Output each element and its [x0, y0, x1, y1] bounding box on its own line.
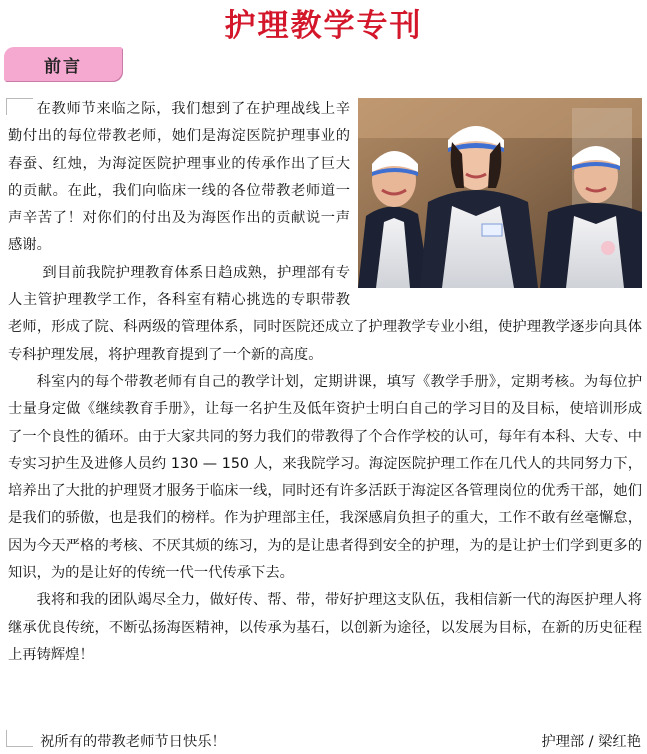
nurses-photo [358, 98, 642, 288]
paragraph-4: 我将和我的团队竭尽全力，做好传、帮、带，带好护理这支队伍，我相信新一代的海医护理人将继承优良传统，不断弘扬海医精神，以传承为基石，以创新为途径，以发展为目标，在新的历史征程上再铸辉煌！ [8, 592, 642, 663]
section-label-badge [4, 47, 122, 81]
section-label: 前言 [44, 56, 82, 77]
paragraph-3: 科室内的每个带教老师有自己的教学计划，定期讲课，填写《教学手册》，定期考核。为每位护士量身定做《继续教育手册》，让每一名护生及低年资护士明白自己的学习目的及目标，使培训形成了一个良性的循环。由于大家共同的努力我们的带教得了个合作学校的认可，每年有本科、大专、中专实习护生及进修人员约 130 — 150 人，来我院学习。海淀医院护理工作在几代人的共同努力下，培养出了大批的护理贤才服务于临床一线，同时还有许多活跃于海淀区各管理岗位的优秀干部，她们是我们的骄傲，也是我们的榜样。作为护理部主任，我深感肩负担子的重大，工作不敢有丝毫懈怠，因为今天严格的考核、不厌其烦的练习，为的是让患者得到安全的护理，为的是让护士们学到更多的知识，为的是让好的传统一代一代传承下去。 [8, 373, 642, 582]
closing-line: 祝所有的带教老师节日快乐！ [40, 734, 226, 750]
paragraph-1: 在教师节来临之际，我们想到了在护理战线上辛勤付出的每位带教老师，她们是海淀医院护理事业的春蚕、红烛，为海淀医院护理事业的传承作出了巨大的贡献。在此，我们向临床一线的各位带教老师道一声辛苦了！对你们的付出及为海医作出的贡献说一声感谢。 [8, 101, 350, 254]
signature: 护理部 / 梁红艳 [541, 734, 641, 750]
corner-mark-bottom [6, 730, 33, 747]
photo-icon [358, 98, 642, 288]
page-title: 护理教学专刊 [224, 8, 423, 44]
paragraph-2: 到目前我院护理教育体系日趋成熟，护理部有专人主管护理教学工作，各科室有精心挑选的专职带教老师，形成了院、科两级的管理体系，同时医院还成立了护理教学专业小组，使护理教学逐步向具体专科护理发展，将护理教育提到了一个新的高度。 [8, 264, 642, 363]
article-body [8, 96, 642, 669]
